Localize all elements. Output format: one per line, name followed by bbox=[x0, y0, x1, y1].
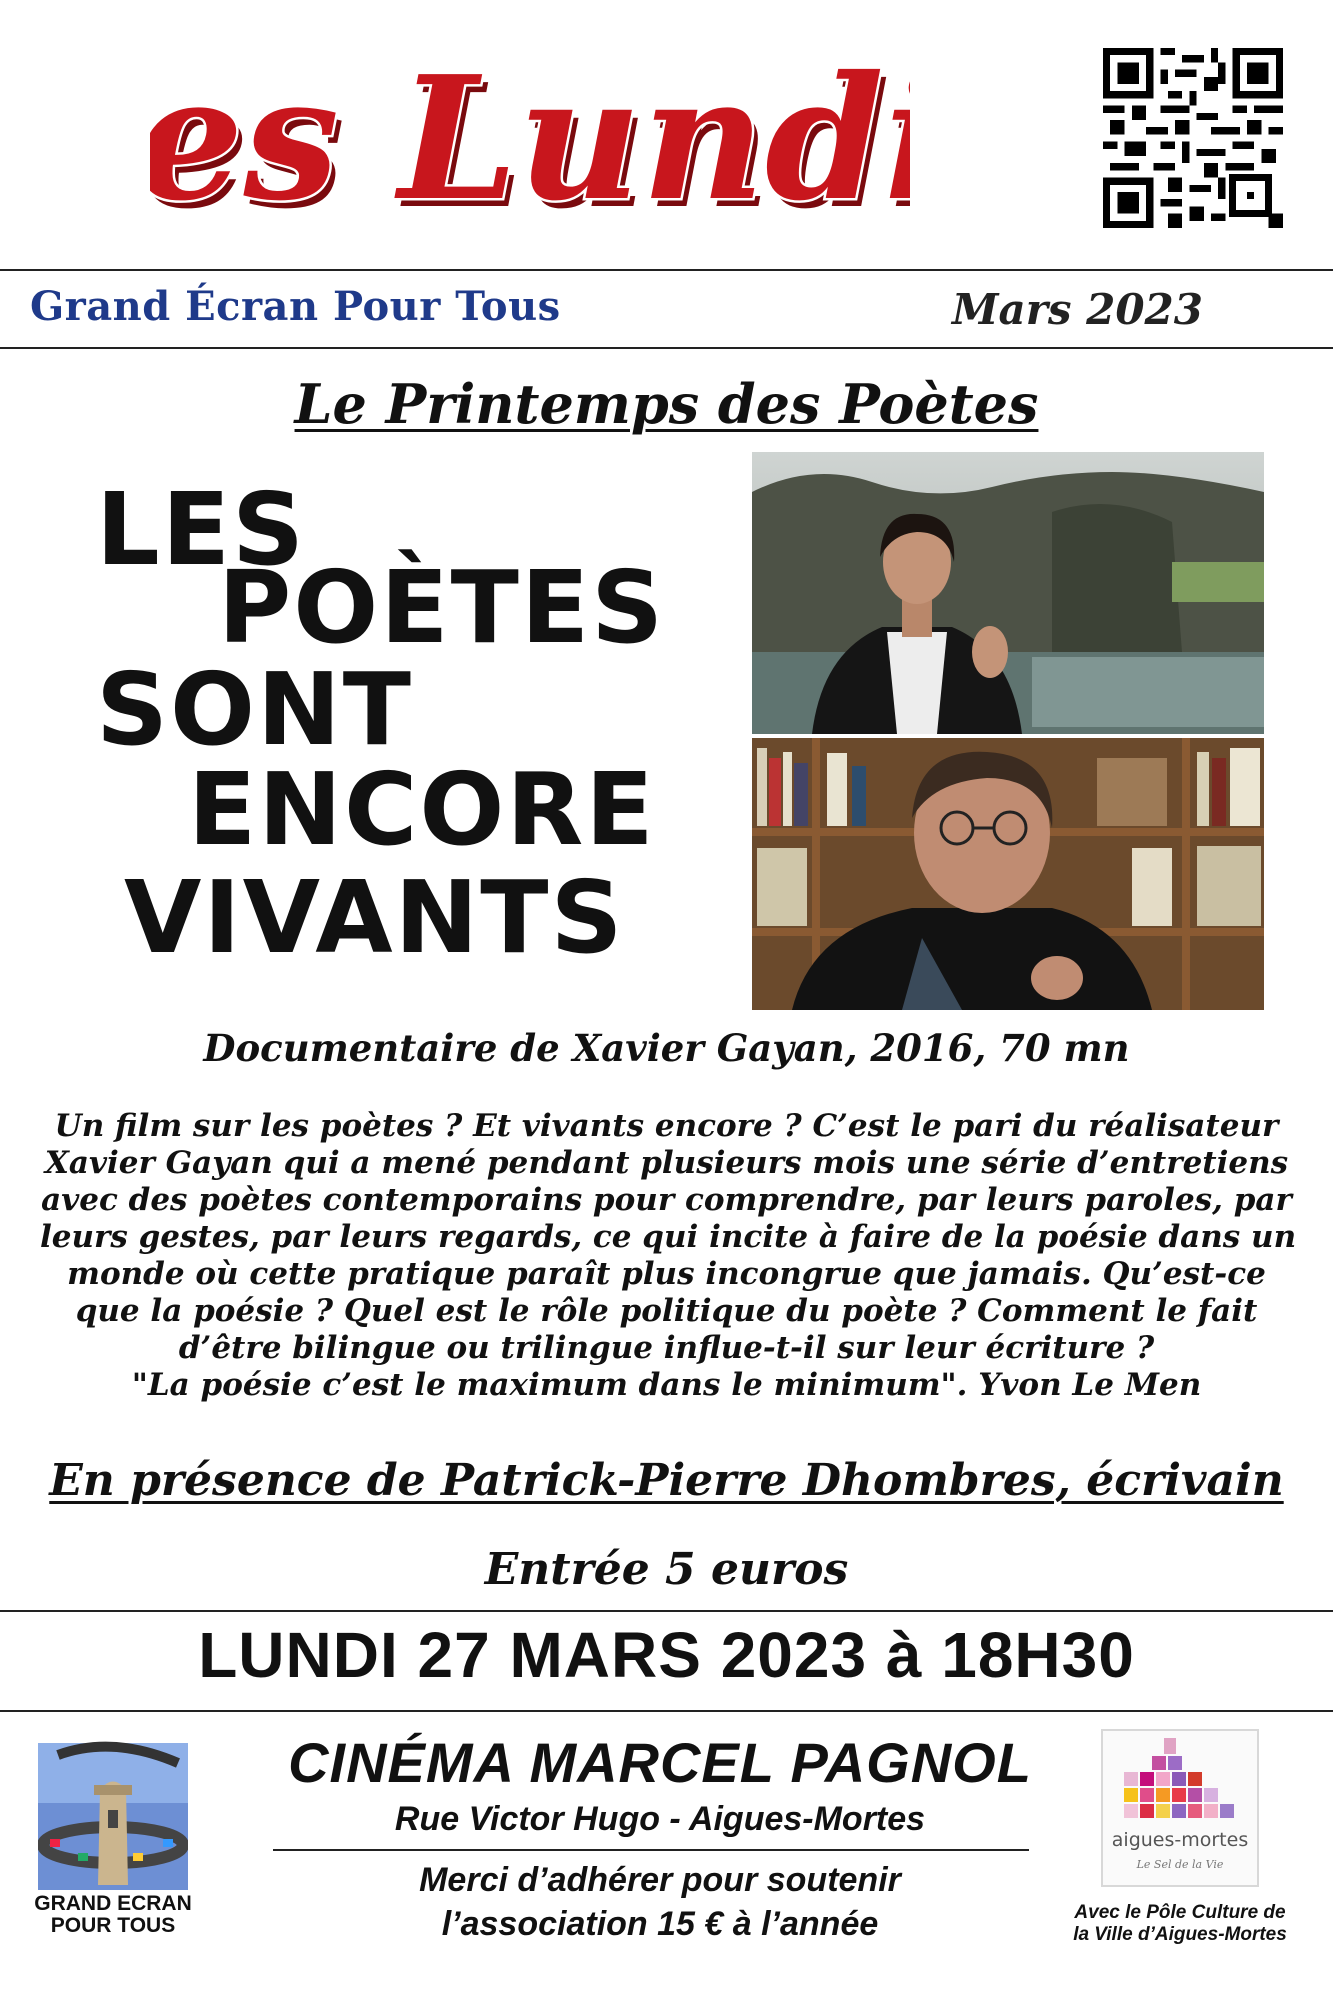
synopsis-line: avec des poètes contemporains pour comprendre, par leurs paroles, par bbox=[41, 1182, 1292, 1218]
venue-name: CINÉMA MARCEL PAGNOL bbox=[288, 1731, 1032, 1794]
membership-line: l’association 15 € à l’année bbox=[441, 1905, 879, 1943]
event-date-time: LUNDI 27 MARS 2023 à 18H30 bbox=[198, 1619, 1135, 1691]
film-title-line-1: LES bbox=[96, 471, 307, 588]
divider bbox=[0, 1610, 1333, 1612]
partner-caption-line: la Ville d’Aigues-Mortes bbox=[1073, 1924, 1287, 1945]
gept-label-line: GRAND ECRAN bbox=[34, 1892, 192, 1915]
partner-caption-line: Avec le Pôle Culture de bbox=[1074, 1902, 1286, 1923]
synopsis-line: monde où cette pratique paraît plus incongrue que jamais. Qu’est-ce bbox=[67, 1256, 1266, 1292]
membership-line: Merci d’adhérer pour soutenir bbox=[419, 1861, 901, 1899]
grand-ecran-pour-tous-label bbox=[20, 1893, 206, 1937]
event-title: Le Printemps des Poètes bbox=[294, 372, 1039, 436]
guest-announcement: En présence de Patrick-Pierre Dhombres, écrivain bbox=[49, 1455, 1284, 1506]
partner-caption bbox=[1050, 1902, 1310, 1946]
entry-price: Entrée 5 euros bbox=[484, 1544, 849, 1595]
synopsis bbox=[40, 1108, 1297, 1404]
svg-text:Les Lundis: es Lund bbox=[150, 47, 890, 247]
membership-appeal bbox=[260, 1858, 1060, 1946]
divider bbox=[0, 269, 1333, 271]
film-title-line-4: ENCORE bbox=[188, 751, 656, 868]
film-title-line-5: VIVANTS bbox=[124, 859, 625, 976]
synopsis-line: Xavier Gayan qui a mené pendant plusieurs mois une série d’entretiens bbox=[44, 1145, 1289, 1181]
divider bbox=[273, 1849, 1029, 1851]
film-title-line-2: POÈTES bbox=[218, 549, 666, 666]
qr-code-icon[interactable] bbox=[1103, 48, 1283, 228]
am-logo-text: aigues-mortes bbox=[1111, 1829, 1249, 1851]
grand-ecran-pour-tous-logo bbox=[38, 1735, 188, 1890]
aigues-mortes-logo bbox=[1100, 1728, 1260, 1888]
synopsis-line: leurs gestes, par leurs regards, ce qui incite à faire de la poésie dans un bbox=[40, 1219, 1297, 1255]
venue-address: Rue Victor Hugo - Aigues-Mortes bbox=[394, 1800, 926, 1838]
divider bbox=[0, 347, 1333, 349]
synopsis-line: d’être bilingue ou trilingue influe-t-il sur leur écriture ? bbox=[178, 1330, 1155, 1366]
les-lundis-logo bbox=[150, 30, 910, 250]
film-credit: Documentaire de Xavier Gayan, 2016, 70 mn bbox=[203, 1026, 1130, 1070]
month-label: Mars 2023 bbox=[952, 285, 1203, 334]
synopsis-line: Un film sur les poètes ? Et vivants encore ? C’est le pari du réalisateur bbox=[54, 1108, 1279, 1144]
film-still-man-with-books bbox=[752, 738, 1264, 1010]
gept-label-line: POUR TOUS bbox=[50, 1914, 176, 1937]
synopsis-line: que la poésie ? Quel est le rôle politique du poète ? Comment le fait bbox=[75, 1293, 1258, 1329]
film-still-woman-in-park bbox=[752, 452, 1264, 734]
film-title-line-3: SONT bbox=[96, 651, 413, 768]
logo-text: es Lund bbox=[150, 39, 884, 239]
association-name: Grand Écran Pour Tous bbox=[30, 283, 561, 330]
divider bbox=[0, 1710, 1333, 1712]
synopsis-line: "La poésie c’est le maximum dans le minimum". Yvon Le Men bbox=[131, 1367, 1202, 1403]
am-logo-tagline: Le Sel de la Vie bbox=[1136, 1858, 1224, 1871]
